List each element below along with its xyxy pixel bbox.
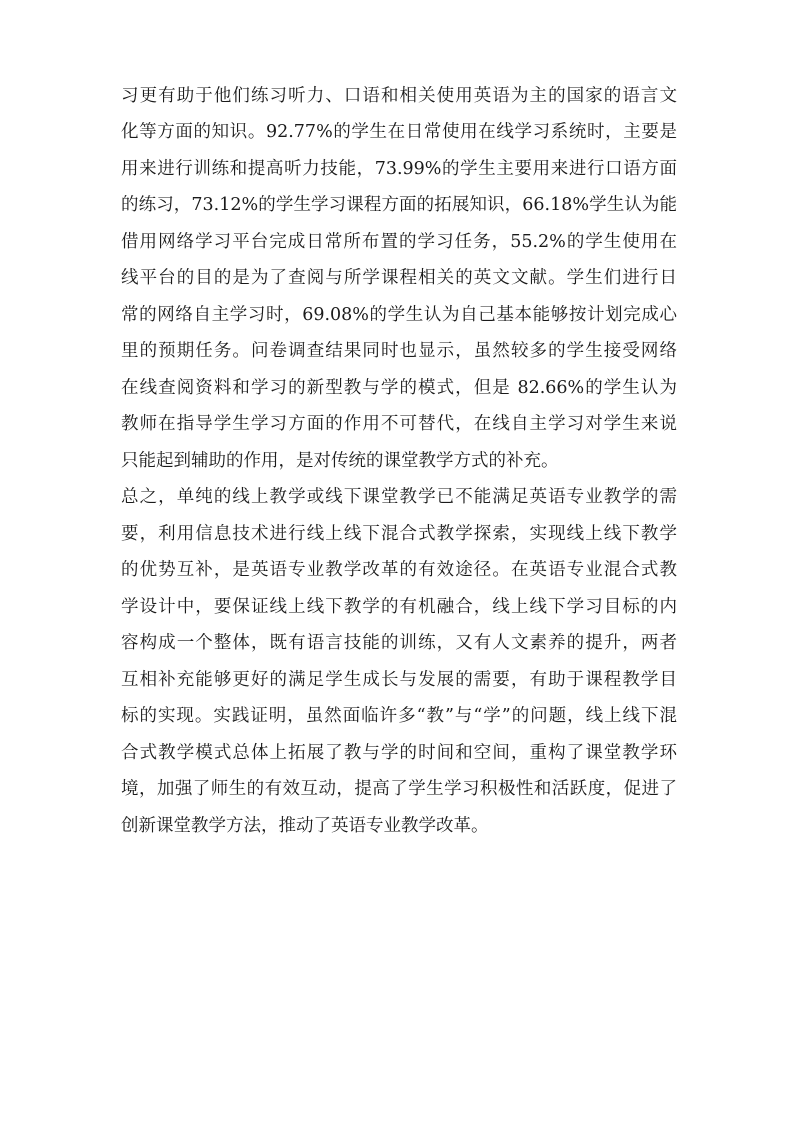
paragraph-line: 标的实现。实践证明，虽然面临许多“教”与“学”的问题，线上线下混 [121, 706, 677, 726]
paragraph-line: 线平台的目的是为了查阅与所学课程相关的英文文献。学生们进行日 [121, 268, 677, 288]
paragraph-line: 创新课堂教学方法，推动了英语专业教学改革。 [121, 816, 489, 836]
paragraph-line: 总之，单纯的线上教学或线下课堂教学已不能满足英语专业教学的需 [121, 487, 677, 507]
paragraph-line: 里的预期任务。问卷调查结果同时也显示，虽然较多的学生接受网络 [121, 341, 677, 361]
paragraph-line: 借用网络学习平台完成日常所布置的学习任务，55.2%的学生使用在 [121, 232, 677, 252]
paragraph-line: 在线查阅资料和学习的新型教与学的模式，但是 82.66%的学生认为 [121, 378, 677, 398]
paragraph-line: 学设计中，要保证线上线下教学的有机融合，线上线下学习目标的内 [121, 597, 677, 617]
paragraph-line: 境，加强了师生的有效互动，提高了学生学习积极性和活跃度，促进了 [121, 779, 677, 799]
paragraph-line: 合式教学模式总体上拓展了教与学的时间和空间，重构了课堂教学环 [121, 743, 677, 763]
paragraph-line: 要，利用信息技术进行线上线下混合式教学探索，实现线上线下教学 [121, 524, 677, 544]
paragraph-line: 用来进行训练和提高听力技能，73.99%的学生主要用来进行口语方面 [121, 159, 677, 179]
paragraph-line: 化等方面的知识。92.77%的学生在日常使用在线学习系统时，主要是 [121, 122, 677, 142]
paragraph-line: 的练习，73.12%的学生学习课程方面的拓展知识，66.18%学生认为能 [121, 195, 677, 215]
paragraph-line: 的优势互补，是英语专业教学改革的有效途径。在英语专业混合式教 [121, 560, 677, 580]
paragraph-line: 常的网络自主学习时，69.08%的学生认为自己基本能够按计划完成心 [121, 305, 677, 325]
paragraph-line: 习更有助于他们练习听力、口语和相关使用英语为主的国家的语言文 [121, 86, 677, 106]
paragraph-line: 互相补充能够更好的满足学生成长与发展的需要，有助于课程教学目 [121, 670, 677, 690]
paragraph-line: 容构成一个整体，既有语言技能的训练，又有人文素养的提升，两者 [121, 633, 677, 653]
paragraph-line: 教师在指导学生学习方面的作用不可替代，在线自主学习对学生来说 [121, 414, 677, 434]
paragraph-line: 只能起到辅助的作用，是对传统的课堂教学方式的补充。 [121, 451, 559, 471]
